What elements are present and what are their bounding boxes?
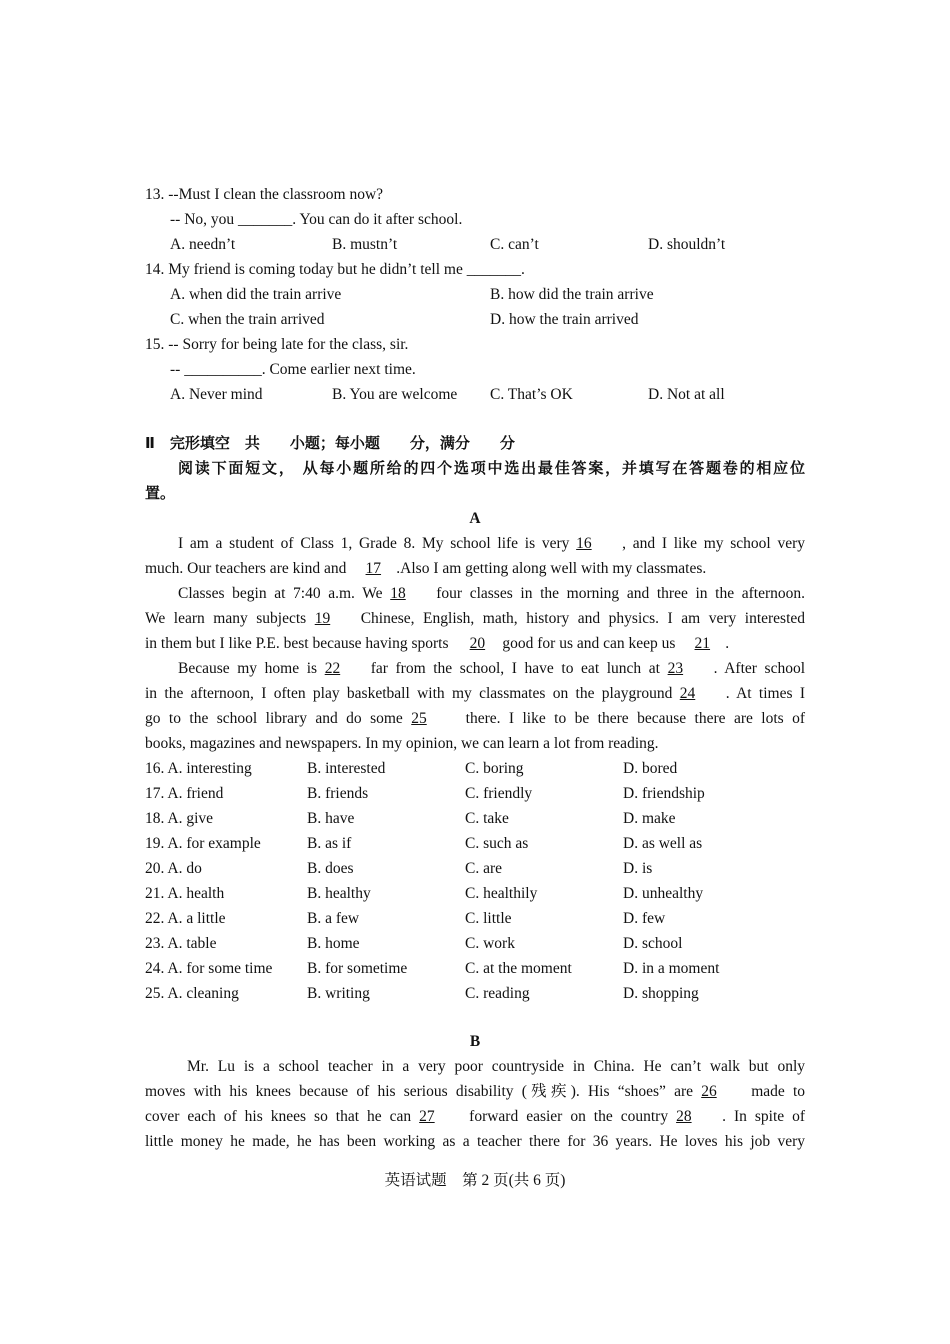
option: 20. A. do <box>145 860 202 877</box>
blank-18: 18 <box>390 585 406 602</box>
option: D. shouldn’t <box>648 236 726 253</box>
text: made to <box>751 1083 806 1100</box>
blank-21: 21 <box>694 635 711 652</box>
option: B. mustn’t <box>332 236 398 253</box>
blank-19: 19 <box>314 610 331 627</box>
section-instruction: 阅读下面短文， 从每小题所给的四个选项中选出最佳答案，并填写在答题卷的相应位 <box>178 459 805 477</box>
option: D. in a moment <box>623 960 720 977</box>
option: D. as well as <box>623 835 703 852</box>
option: 19. A. for example <box>145 835 261 852</box>
option: D. how the train arrived <box>490 311 639 328</box>
options-row <box>145 956 805 981</box>
option: B. interested <box>307 760 386 777</box>
option: C. at the moment <box>465 960 572 977</box>
text: in them but I like P.E. best because having sports <box>145 635 449 652</box>
options-row <box>145 756 805 781</box>
text: . <box>725 635 730 652</box>
text: go to the school library and do some <box>145 710 403 727</box>
option: B. have <box>307 810 355 827</box>
text: good for us and can keep us <box>502 635 676 652</box>
option: B. home <box>307 935 360 952</box>
option: B. healthy <box>307 885 371 902</box>
options-row <box>145 831 805 856</box>
option: 16. A. interesting <box>145 760 252 777</box>
passage-a-line <box>145 606 805 631</box>
option: C. That’s OK <box>490 386 573 403</box>
blank-28: 28 <box>676 1108 692 1125</box>
q15-stem: 15. -- Sorry for being late for the class, sir. <box>145 336 409 353</box>
q14-options-row1 <box>170 282 805 307</box>
q13-options <box>170 232 805 257</box>
option: 17. A. friend <box>145 785 224 802</box>
options-row <box>145 806 805 831</box>
option: B. as if <box>307 835 352 852</box>
option: C. take <box>465 810 509 827</box>
option: 25. A. cleaning <box>145 985 239 1002</box>
text: far from the school, I have to eat lunch at <box>370 660 660 677</box>
option: B. for sometime <box>307 960 408 977</box>
text: four classes in the morning and three in the afternoon. <box>436 585 806 602</box>
options-row <box>145 881 805 906</box>
passage-b-title: B <box>469 1033 481 1050</box>
option: C. are <box>465 860 503 877</box>
blank-22: 22 <box>324 660 341 677</box>
text: I am a student of Class 1, Grade 8. My school life is very <box>178 535 570 552</box>
options-row <box>145 781 805 806</box>
passage-a-line <box>178 581 805 606</box>
option: D. shopping <box>623 985 699 1002</box>
option: 21. A. health <box>145 885 225 902</box>
q14-stem: 14. My friend is coming today but he didn’t tell me _______. <box>145 261 525 278</box>
blank-24: 24 <box>679 685 696 702</box>
q13-dialog: -- No, you _______. You can do it after school. <box>170 211 463 228</box>
option: B. friends <box>307 785 369 802</box>
blank-25: 25 <box>411 710 427 727</box>
option: A. Never mind <box>170 386 263 403</box>
option: A. needn’t <box>170 236 236 253</box>
text: . In spite of <box>722 1108 806 1125</box>
text: Classes begin at 7:40 a.m. We <box>178 585 383 602</box>
passage-a-title: A <box>469 510 481 527</box>
q13-stem: 13. --Must I clean the classroom now? <box>145 186 384 203</box>
option: B. how did the train arrive <box>490 286 654 303</box>
options-row <box>145 856 805 881</box>
option: 23. A. table <box>145 935 217 952</box>
option: C. such as <box>465 835 529 852</box>
option: C. little <box>465 910 512 927</box>
text: Chinese, English, math, history and physics. I am very interested <box>360 610 806 627</box>
option: 22. A. a little <box>145 910 226 927</box>
passage-a-line <box>178 531 805 556</box>
text: . After school <box>713 660 806 677</box>
section-instruction-end: 置。 <box>145 484 176 502</box>
passage-b-line: little money he made, he has been working as a teacher there for 36 years. He loves his job very <box>145 1133 805 1150</box>
passage-a-line <box>178 656 805 681</box>
option: C. can’t <box>490 236 539 253</box>
option: B. does <box>307 860 354 877</box>
q15-options <box>170 382 805 407</box>
option: 18. A. give <box>145 810 214 827</box>
page-footer: 英语试题 第 2 页(共 6 页) <box>384 1172 566 1189</box>
option: D. is <box>623 860 653 877</box>
option: C. work <box>465 935 515 952</box>
passage-b-line: Mr. Lu is a school teacher in a very poor countryside in China. He can’t walk but only <box>187 1058 805 1075</box>
option: B. writing <box>307 985 370 1002</box>
option: D. friendship <box>623 785 705 802</box>
section-heading: Ⅱ 完形填空 共 小题；每小题 分，满分 分 <box>145 434 515 452</box>
option: B. You are welcome <box>332 386 458 403</box>
passage-a-line: books, magazines and newspapers. In my opinion, we can learn a lot from reading. <box>145 735 659 752</box>
option: C. healthily <box>465 885 538 902</box>
passage-a-line <box>145 706 805 731</box>
passage-a-line <box>145 681 805 706</box>
option: C. friendly <box>465 785 533 802</box>
option: D. unhealthy <box>623 885 704 902</box>
text: .Also I am getting along well with my classmates. <box>396 560 707 577</box>
option: C. reading <box>465 985 530 1002</box>
option: D. few <box>623 910 666 927</box>
passage-b-line <box>145 1079 805 1104</box>
blank-17: 17 <box>365 560 382 577</box>
option: 24. A. for some time <box>145 960 273 977</box>
options-row <box>145 906 805 931</box>
q15-dialog: -- __________. Come earlier next time. <box>170 361 416 378</box>
text: . At times I <box>725 685 805 702</box>
option: B. a few <box>307 910 360 927</box>
passage-a-line <box>145 556 805 581</box>
blank-26: 26 <box>701 1083 717 1100</box>
option: D. Not at all <box>648 386 725 403</box>
option: D. school <box>623 935 683 952</box>
option: D. make <box>623 810 676 827</box>
text: much. Our teachers are kind and <box>145 560 347 577</box>
option: D. bored <box>623 760 678 777</box>
blank-20: 20 <box>469 635 486 652</box>
text: moves with his knees because of his serious disability (残疾). His “shoes” are <box>145 1083 694 1100</box>
option: C. boring <box>465 760 524 777</box>
blank-16: 16 <box>576 535 592 552</box>
option: C. when the train arrived <box>170 311 325 328</box>
text: in the afternoon, I often play basketball with my classmates on the playground <box>145 685 673 702</box>
text: Because my home is <box>178 660 318 677</box>
passage-a-line <box>145 631 805 656</box>
text: cover each of his knees so that he can <box>145 1108 412 1125</box>
blank-23: 23 <box>667 660 684 677</box>
text: forward easier on the country <box>469 1108 669 1125</box>
blank-27: 27 <box>419 1108 435 1125</box>
text: , and I like my school very <box>622 535 805 552</box>
option: A. when did the train arrive <box>170 286 342 303</box>
passage-b-line <box>145 1104 805 1129</box>
q14-options-row2 <box>170 307 805 332</box>
text: We learn many subjects <box>145 610 307 627</box>
text: there. I like to be there because there are lots of <box>457 710 806 727</box>
options-row <box>145 931 805 956</box>
options-row <box>145 981 805 1006</box>
